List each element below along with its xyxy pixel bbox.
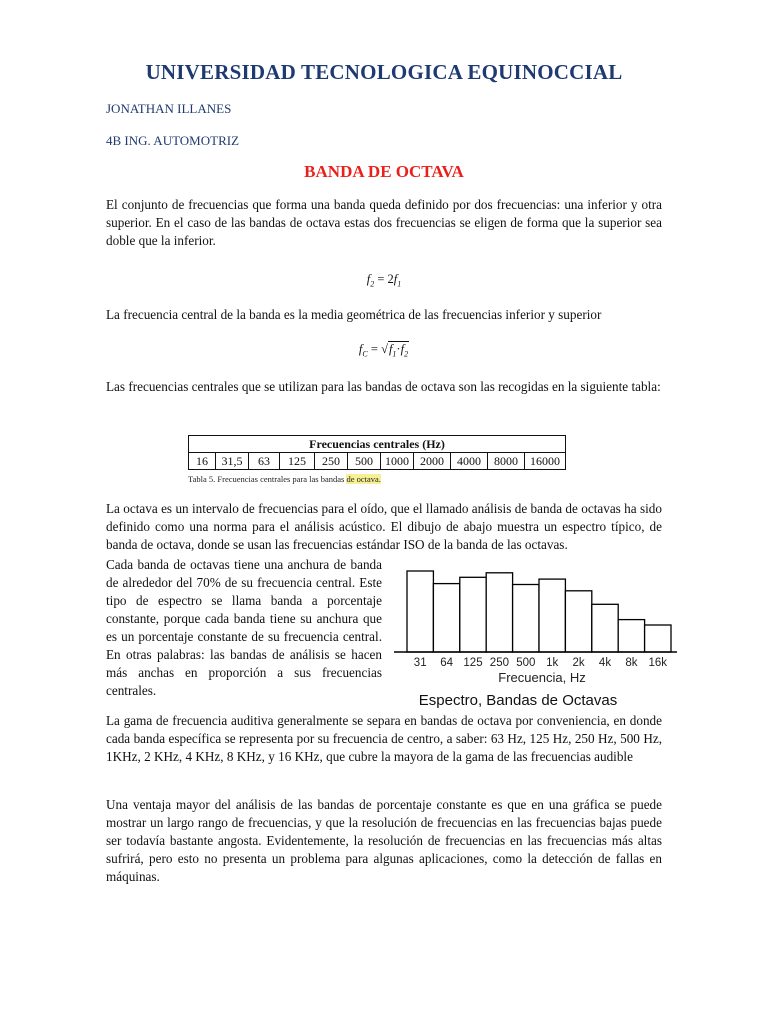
chart-tick-label: 16k — [648, 657, 668, 669]
chart-tick-label: 125 — [463, 657, 483, 669]
table-cell: 8000 — [488, 453, 525, 470]
paragraph-octave-interval: La octava es un intervalo de frecuencias para el oído, que el llamado análisis de banda de octavas ha sido definido como una norma para el análisis acústico. El dibujo de abajo muestra un espectro típico, de banda de octava, donde se usan las frecuencias estándar ISO de la banda de las octavas. — [106, 501, 662, 552]
table-caption: Tabla 5. Frecuencias centrales para las bandas de octava. — [188, 474, 381, 484]
chart-bar-500 — [513, 585, 539, 653]
formula-central: $f_C = √f_1\cdot f_2$ — [358, 342, 409, 359]
page-title: UNIVERSIDAD TECNOLOGICA EQUINOCCIAL — [145, 60, 623, 84]
table-cell: 16 — [189, 453, 216, 470]
chart-tick-label: 64 — [440, 657, 453, 669]
section-title: BANDA DE OCTAVA — [304, 162, 464, 181]
course-name: 4B ING. AUTOMOTRIZ — [106, 133, 240, 148]
chart-x-axis-label: Frecuencia, Hz — [498, 670, 586, 685]
table-cell: 500 — [348, 453, 381, 470]
paragraph-central: La frecuencia central de la banda es la media geométrica de las frecuencias inferior y superior — [106, 307, 602, 322]
table-cell: 250 — [315, 453, 348, 470]
table-cell: 16000 — [525, 453, 566, 470]
chart-bar-4k — [592, 604, 618, 652]
sqrt-icon: √ — [381, 342, 388, 356]
author-name: JONATHAN ILLANES — [106, 101, 232, 116]
table-cell: 125 — [280, 453, 315, 470]
chart-tick-label: 250 — [489, 657, 509, 669]
paragraph-audio-range: La gama de frecuencia auditiva generalmente se separa en bandas de octava por conveniencia, en donde cada banda específica se representa por su frecuencia de centro, a saber: 63 Hz, 125 Hz, 250 Hz, 500 Hz, 1KHz, 2 KHz, 4 KHz, 8 KHz, y 16 KHz, que cubre la mayora de la gama de las frecuencias audible — [106, 713, 662, 764]
chart-tick-label: 2k — [572, 657, 585, 669]
chart-tick-label: 31 — [413, 657, 427, 669]
chart-title: Espectro, Bandas de Octavas — [418, 692, 618, 709]
chart-tick-label: 4k — [598, 657, 612, 669]
paragraph-intro: El conjunto de frecuencias que forma una banda queda definido por dos frecuencias: una inferior y otra superior. En el caso de las bandas de octava estas dos frecuencias se eligen de forma que la superior sea doble que la inferior. — [106, 197, 662, 248]
chart-bar-125 — [460, 577, 486, 652]
chart-tick-label: 500 — [516, 657, 536, 669]
octave-spectrum-chart — [390, 556, 690, 712]
chart-bar-1k — [539, 579, 565, 652]
chart-tick-label: 8k — [625, 657, 638, 669]
table-header: Frecuencias centrales (Hz) — [189, 436, 566, 453]
chart-bar-64 — [433, 584, 459, 652]
table-cell: 63 — [249, 453, 280, 470]
table-cell: 2000 — [414, 453, 451, 470]
table-row — [189, 453, 566, 470]
chart-bar-31 — [407, 571, 433, 652]
chart-tick-label: 1k — [546, 657, 559, 669]
table-cell: 31,5 — [216, 453, 249, 470]
table-cell: 4000 — [451, 453, 488, 470]
chart-bar-2k — [565, 591, 591, 652]
paragraph-advantage: Una ventaja mayor del análisis de las bandas de porcentaje constante es que en una gráfica se puede mostrar un largo rango de frecuencias, y que la resolución de frecuencias en las frecuencias bajas puede ser todavía bastante angosta. Evidentemente, la resolución de frecuencias en las frecuencias más altas sufrirá, pero esto no presenta un problema para algunas aplicaciones, como la detección de fallas en máquinas. — [106, 797, 662, 884]
formula-octave: $f_2 = 2f_1$ — [366, 272, 402, 289]
chart-bar-250 — [486, 573, 512, 652]
chart-bar-16k — [645, 625, 671, 652]
paragraph-table-intro: Las frecuencias centrales que se utilizan para las bandas de octava son las recogidas en la siguiente tabla: — [106, 379, 661, 394]
table-cell: 1000 — [381, 453, 414, 470]
paragraph-bandwidth: Cada banda de octavas tiene una anchura de banda de alrededor del 70% de su frecuencia central. Este tipo de espectro se llama banda a porcentaje constante, porque cada banda tiene su anchura que es un porcentaje constante de su frecuencia central. En otras palabras: las bandas de análisis se hacen más anchas en proporción a sus frecuencias centrales. — [106, 557, 382, 698]
chart-bar-8k — [618, 620, 644, 652]
frequency-table — [188, 435, 566, 470]
